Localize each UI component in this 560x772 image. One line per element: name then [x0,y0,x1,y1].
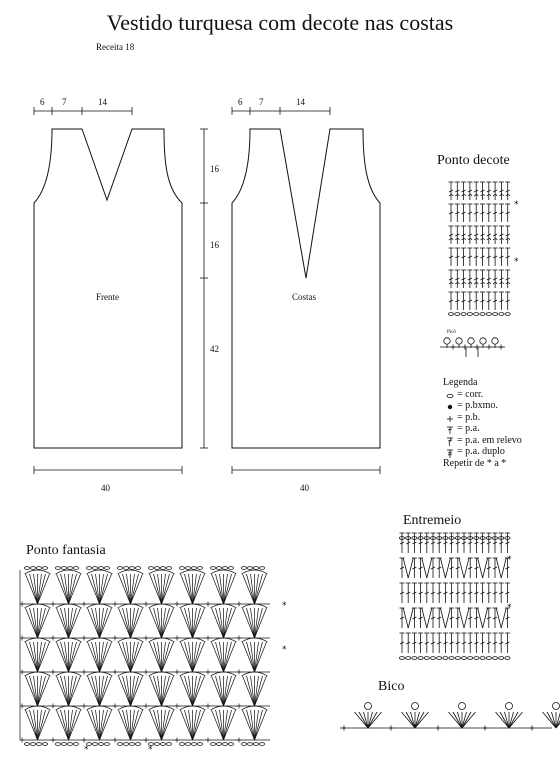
chain-stitch [98,567,103,570]
chain-stitch [92,743,97,746]
ponto-fantasia-chart [20,567,288,755]
chain-stitch [24,743,29,746]
chain-stitch [30,743,35,746]
chain-stitch [449,657,454,660]
legend-repeat: Repetir de * a * [443,457,507,469]
back-width-shoulder: 6 [238,97,243,107]
ponto-fantasia-title: Ponto fantasia [26,543,106,558]
chain-stitch [406,657,411,660]
picot-loop [444,338,450,344]
chain-stitch [166,743,171,746]
chain-stitch [135,743,140,746]
legend-item-treble: = p.a. duplo [457,446,505,457]
chain-stitch [399,657,404,660]
chain-stitch [67,743,72,746]
chain-stitch [259,743,264,746]
chain-stitch [241,743,246,746]
entremeio-chart [399,533,512,659]
bico-picot [506,703,513,710]
chain-stitch [185,743,190,746]
chain-stitch [166,567,171,570]
repeat-marker: * [514,200,519,210]
chain-stitch [259,567,264,570]
repeat-marker: * [84,745,89,755]
chain-stitch [191,567,196,570]
bico-picot [459,703,466,710]
chain-stitch [36,567,41,570]
picot-loop [468,338,474,344]
chain-stitch [505,657,510,660]
chain-stitch [228,567,233,570]
legend-item-slip-stitch: = p.bxmo. [457,400,498,411]
chain-stitch [486,313,491,316]
front-bottom-dimension [34,466,182,474]
chain-stitch [424,657,429,660]
back-panel-label: Costas [292,292,317,302]
picot-title: Picô [447,330,456,335]
chain-stitch [197,743,202,746]
chain-stitch [86,567,91,570]
chain-stitch [135,567,140,570]
front-width-shoulder: 6 [40,97,45,107]
legend-item-relief: = p.a. em relevo [457,434,522,446]
chain-stitch [210,743,215,746]
chain-stitch [253,743,258,746]
front-height-armhole: 16 [210,164,219,174]
bico-picot [553,703,560,710]
repeat-marker: * [282,645,287,655]
chain-stitch [61,743,66,746]
chain-stitch [117,743,122,746]
chain-stitch [461,657,466,660]
legend-item-double-crochet: = p.a. [457,423,480,434]
chain-stitch [61,567,66,570]
page-title: Vestido turquesa com decote nas costas [106,10,454,35]
chain-stitch [55,567,60,570]
legend-item-chain: = corr. [457,388,484,400]
repeat-marker: * [514,257,519,267]
bico-title: Bico [378,679,405,694]
chain-stitch [461,313,466,316]
chain-stitch [67,567,72,570]
chain-stitch [24,567,29,570]
front-panel-outline [34,129,182,448]
chain-stitch [104,743,109,746]
chain-stitch [123,567,128,570]
repeat-marker: * [507,603,512,613]
legend [443,377,522,469]
chain-stitch [191,743,196,746]
bico-picot [412,703,419,710]
chain-stitch [493,313,498,316]
chain-stitch [210,567,215,570]
chain-stitch [448,313,453,316]
legend-item-single-crochet: = p.b. [457,411,481,423]
chain-stitch [222,567,227,570]
chain-stitch [455,313,460,316]
entremeio-title: Entremeio [403,513,462,528]
front-width-strap: 7 [62,97,67,107]
recipe-number: Receita 18 [96,42,135,52]
chain-stitch [499,657,504,660]
legend-title: Legenda [443,377,478,388]
front-width-neck: 14 [98,97,107,107]
chain-stitch [73,567,78,570]
chain-stitch [437,657,442,660]
chain-stitch [129,567,134,570]
chain-stitch [474,313,479,316]
chain-stitch [197,567,202,570]
chain-stitch [123,743,128,746]
bico-picot [365,703,372,710]
chain-stitch [92,567,97,570]
chain-stitch [412,657,417,660]
picot-loop [456,338,462,344]
chain-stitch [241,567,246,570]
chain-stitch [455,657,460,660]
chain-stitch [468,657,473,660]
picot-chart [440,338,505,357]
picot-loop [492,338,498,344]
front-height-middle: 16 [210,240,219,250]
chain-stitch [499,313,504,316]
chain-stitch [42,567,47,570]
chain-stitch [480,313,485,316]
chain-stitch [30,567,35,570]
chain-stitch [179,567,184,570]
chain-stitch [216,567,221,570]
bico-chart [340,703,560,731]
chain-stitch [160,743,165,746]
front-top-dimension [34,107,132,115]
chain-stitch [73,743,78,746]
chain-stitch [36,743,41,746]
chain-stitch [486,657,491,660]
repeat-marker: * [148,745,153,755]
chain-stitch [148,567,153,570]
chain-stitch [117,567,122,570]
chain-stitch [216,743,221,746]
chain-stitch [474,657,479,660]
chain-stitch [443,657,448,660]
back-top-dimension [232,107,330,115]
chain-stitch [247,743,252,746]
ponto-decote-title: Ponto decote [437,153,510,168]
front-height-dimension [200,129,208,448]
chain-stitch [467,313,472,316]
back-bottom-width: 40 [300,483,309,493]
chain-stitch [42,743,47,746]
chain-stitch [154,567,159,570]
back-panel-outline [232,129,380,448]
chain-stitch [179,743,184,746]
chain-stitch [247,567,252,570]
chain-stitch [154,743,159,746]
chain-stitch [228,743,233,746]
chain-stitch [222,743,227,746]
front-height-skirt: 42 [210,344,219,354]
chain-stitch [160,567,165,570]
chain-stitch [104,567,109,570]
back-bottom-dimension [232,466,380,474]
picot-loop [480,338,486,344]
front-bottom-width: 40 [101,483,110,493]
back-width-neck: 14 [296,97,305,107]
front-panel-label: Frente [96,292,119,302]
chain-stitch [129,743,134,746]
chain-stitch [430,657,435,660]
chain-stitch [505,313,510,316]
ponto-decote-chart [448,182,519,315]
chain-stitch [418,657,423,660]
chain-stitch [55,743,60,746]
chain-stitch [480,657,485,660]
chain-stitch [98,743,103,746]
repeat-marker: * [507,555,512,565]
repeat-marker: * [282,601,287,611]
chain-stitch [492,657,497,660]
chain-stitch [185,567,190,570]
back-width-strap: 7 [259,97,264,107]
chain-stitch [253,567,258,570]
